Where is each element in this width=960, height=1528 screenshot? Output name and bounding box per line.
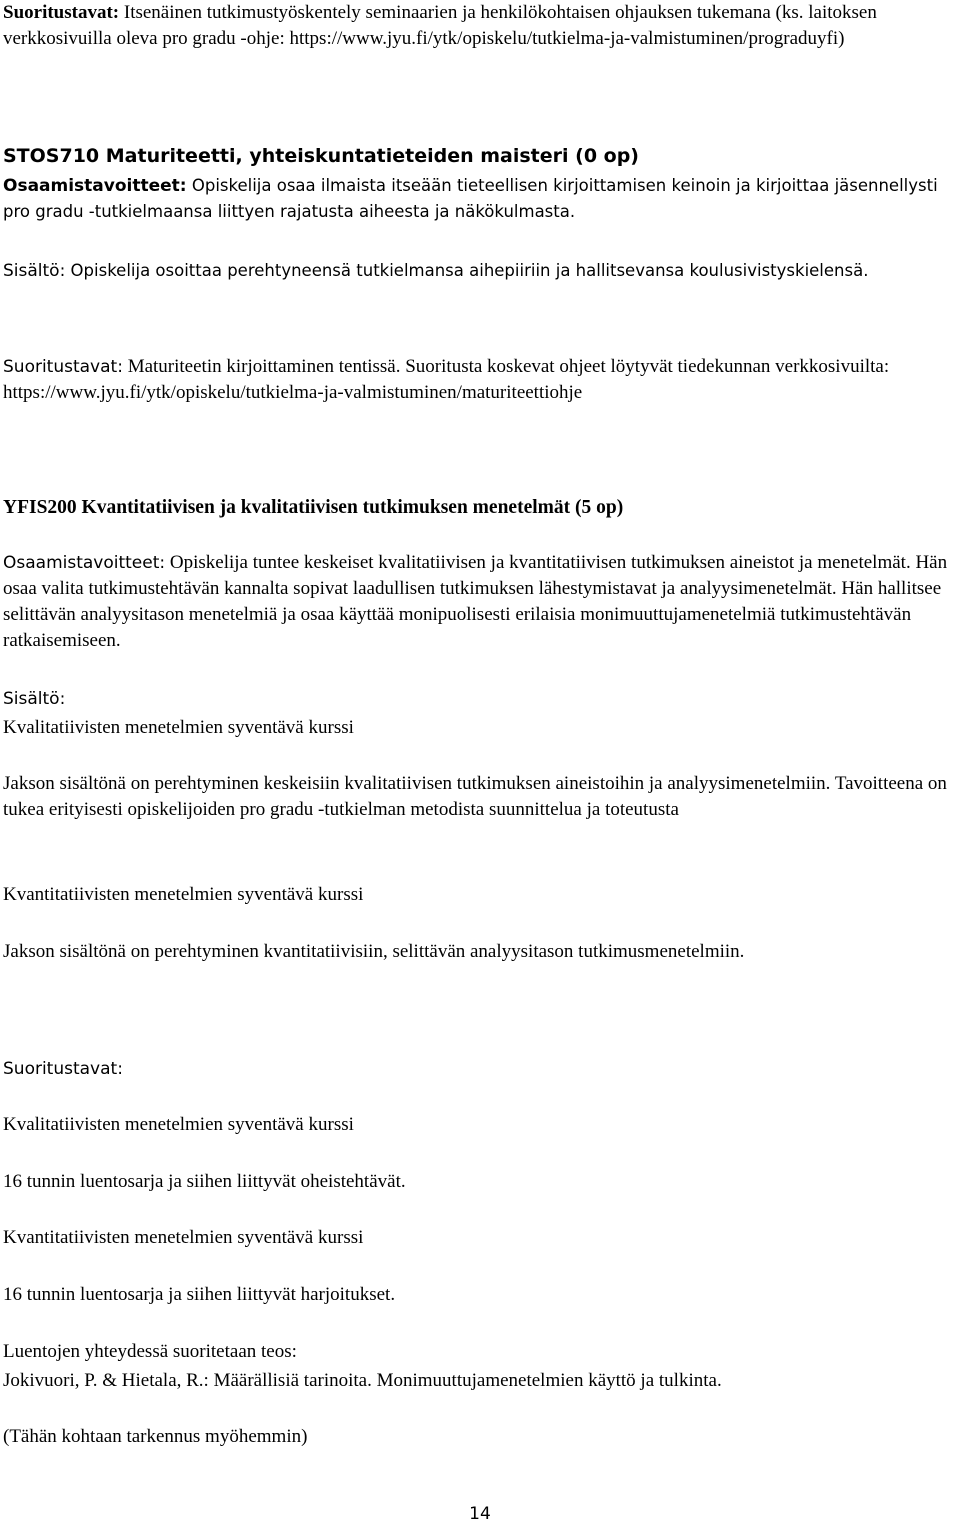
stos710-content — [3, 258, 954, 284]
yfis200-book-label: Luentojen yhteydessä suoritetaan teos: — [3, 1341, 297, 1362]
stos710-method-label: Suoritustavat: — [3, 357, 123, 377]
yfis200-book-text: Jokivuori, P. & Hietala, R.: Määrällisiä tarinoita. Monimuuttujamenetelmien käyttö ja tulkinta. — [3, 1370, 722, 1391]
yfis200-method-label: Suoritustavat: — [3, 1059, 123, 1079]
stos710-goals-label: Osaamistavoitteet: — [3, 176, 187, 196]
stos710-content-text: Opiskelija osoittaa perehtyneensä tutkielmansa aihepiiriin ja hallitsevansa koulusivistyskielensä. — [65, 261, 869, 280]
stos710-goals — [3, 173, 954, 225]
intro-paragraph — [3, 0, 954, 52]
intro-text: Itsenäinen tutkimustyöskentely seminaarien ja henkilökohtaisen ohjauksen tukemana (ks. laitoksen verkkosivuilla oleva pro gradu -ohje: https://www.jyu.fi/ytk/opiskelu/tutkielma-ja-valmistuminen/prograduyfi) — [3, 2, 877, 49]
yfis200-goals — [3, 550, 954, 654]
stos710-content-label: Sisältö: — [3, 261, 66, 281]
page-number: 14 — [469, 1504, 491, 1524]
yfis200-note: (Tähän kohtaan tarkennus myöhemmin) — [3, 1426, 308, 1447]
stos710-goals-text: Opiskelija osaa ilmaista itseään tieteellisen kirjoittamisen keinoin ja kirjoittaa jäsennellysti pro gradu -tutkielmaansa liittyen rajatusta aiheesta ja näkökulmasta. — [3, 176, 938, 221]
yfis200-goals-label: Osaamistavoitteet: — [3, 553, 166, 573]
stos710-title: STOS710 Maturiteetti, yhteiskuntatieteiden maisteri (0 op) — [3, 145, 639, 167]
yfis200-method-qual-course: Kvalitatiivisten menetelmien syventävä kurssi — [3, 1114, 354, 1135]
yfis200-quant-course: Kvantitatiivisten menetelmien syventävä kurssi — [3, 884, 364, 905]
yfis200-method-quant-text: 16 tunnin luentosarja ja siihen liittyvät harjoitukset. — [3, 1284, 396, 1305]
yfis200-quant-text: Jakson sisältönä on perehtyminen kvantitatiivisiin, selittävän analyysitason tutkimusmenetelmiin. — [3, 941, 745, 962]
stos710-method — [3, 354, 954, 406]
yfis200-method-quant-course: Kvantitatiivisten menetelmien syventävä kurssi — [3, 1227, 364, 1248]
intro-label: Suoritustavat: — [3, 2, 120, 23]
yfis200-title: YFIS200 Kvantitatiivisen ja kvalitatiivisen tutkimuksen menetelmät (5 op) — [3, 497, 624, 518]
yfis200-method-qual-text: 16 tunnin luentosarja ja siihen liittyvät oheistehtävät. — [3, 1171, 406, 1192]
yfis200-content-label: Sisältö: — [3, 689, 66, 709]
stos710-method-text: Maturiteetin kirjoittaminen tentissä. Suoritusta koskevat ohjeet löytyvät tiedekunnan verkkosivuilta: https://www.jyu.fi/ytk/opiskelu/tutkielma-ja-valmistuminen/maturiteettiohje — [3, 356, 890, 403]
yfis200-qual-text: Jakson sisältönä on perehtyminen keskeisiin kvalitatiivisen tutkimuksen aineistoihin ja analyysimenetelmiin. Tavoitteena on tukea erityisesti opiskelijoiden pro gradu -tutkielman metodista suunnittelua ja toteutusta — [3, 773, 947, 820]
yfis200-qual-course: Kvalitatiivisten menetelmien syventävä kurssi — [3, 717, 354, 738]
yfis200-goals-text: Opiskelija tuntee keskeiset kvalitatiivisen ja kvantitatiivisen tutkimuksen aineistot ja menetelmät. Hän osaa valita tutkimustehtävän kannalta sopivat laadullisen tutkimuksen lähestymistavat ja analyysimenetelmät. Hän hallitsee selittävän analyysitason menetelmiä ja osaa käyttää monipuolisesti erilaisia monimuuttujamenetelmiä tutkimustehtävän ratkaisemiseen. — [3, 552, 948, 651]
